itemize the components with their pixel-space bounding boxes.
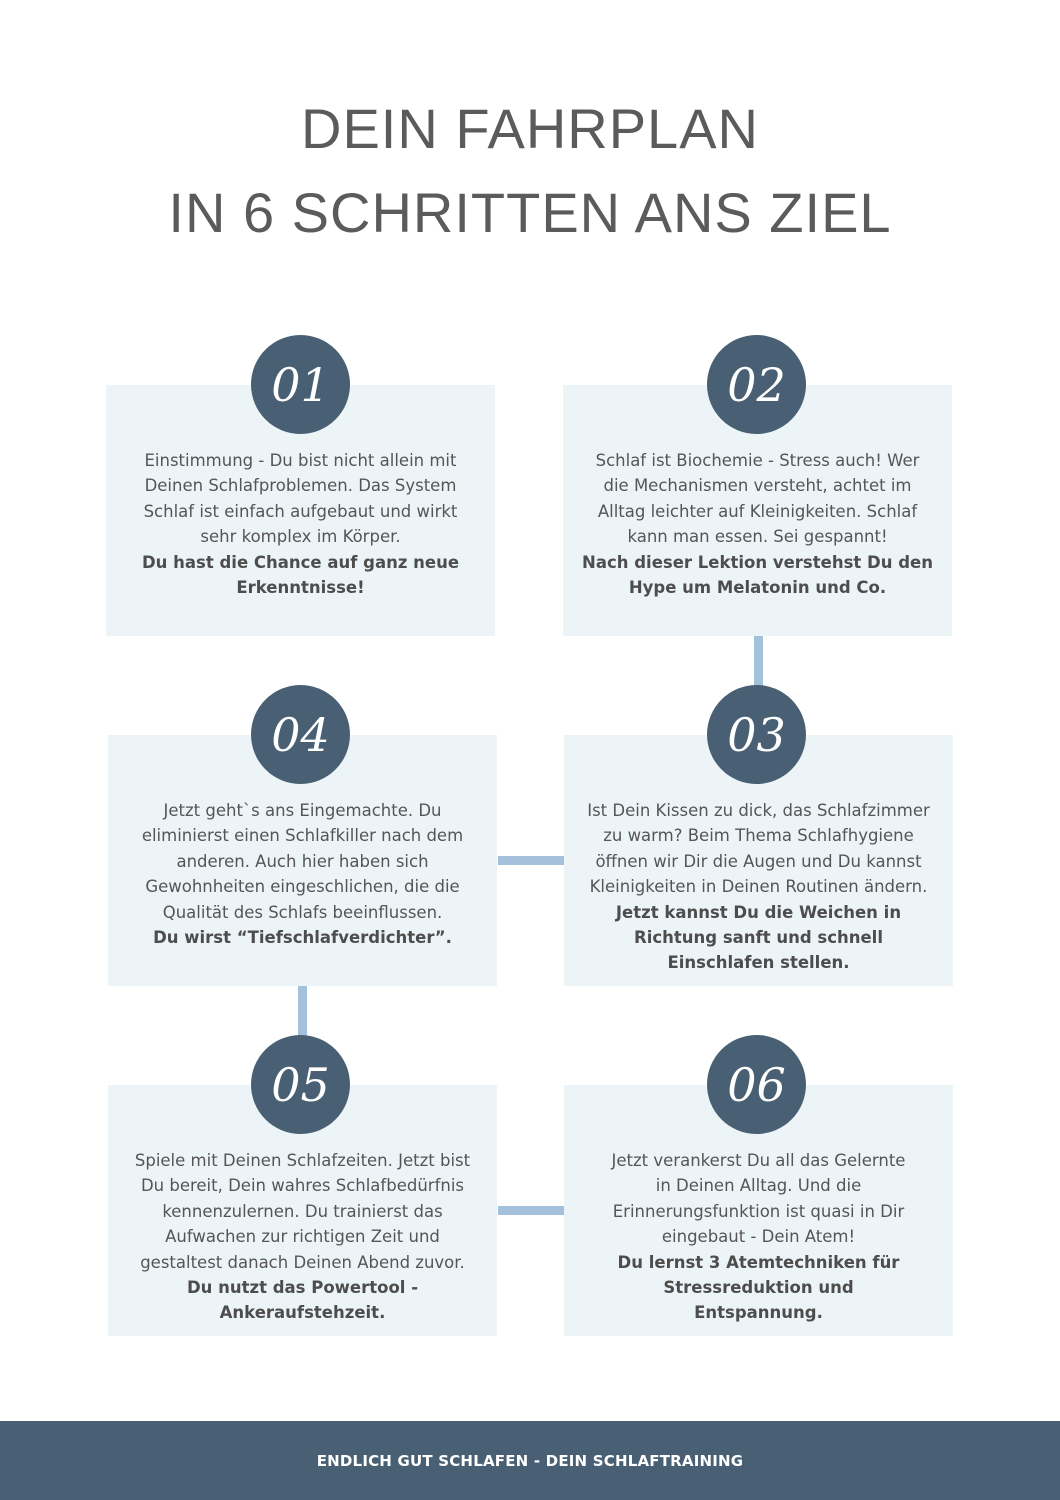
step-description: Schlaf ist Biochemie - Stress auch! Wer die Mechanismen versteht, achtet im Alltag leichter auf Kleinigkeiten. Schlaf kann man essen. Sei gespannt! — [595, 451, 920, 547]
page-title-line-2: IN 6 SCHRITTEN ANS ZIEL — [168, 181, 892, 244]
step-highlight: Nach dieser Lektion verstehst Du den Hype um Melatonin und Co. — [582, 552, 933, 598]
connector-02-03 — [754, 636, 763, 686]
step-text — [582, 798, 935, 976]
footer-bar — [0, 1421, 1060, 1500]
step-number-badge-06: 06 — [707, 1035, 806, 1134]
connector-03-04 — [498, 856, 564, 865]
step-text — [581, 448, 934, 600]
step-text — [124, 448, 477, 600]
step-description: Jetzt verankerst Du all das Gelernte in Deinen Alltag. Und die Erinnerungsfunktion ist quasi in Dir eingebaut - Dein Atem! — [611, 1151, 906, 1247]
step-description: Ist Dein Kissen zu dick, das Schlafzimmer zu warm? Beim Thema Schlafhygiene öffnen wir Dir die Augen und Du kannst Kleinigkeiten in Deinen Routinen ändern. — [587, 801, 930, 897]
step-text — [126, 1148, 479, 1326]
connector-05-06 — [498, 1206, 564, 1215]
step-description: Einstimmung - Du bist nicht allein mit Deinen Schlafproblemen. Das System Schlaf ist einfach aufgebaut und wirkt sehr komplex im Körper. — [143, 451, 458, 547]
step-description: Spiele mit Deinen Schlafzeiten. Jetzt bist Du bereit, Dein wahres Schlafbedürfnis kennenzulernen. Du trainierst das Aufwachen zur richtigen Zeit und gestaltest danach Deinen Abend zuvor. — [134, 1151, 471, 1272]
step-number-badge-02: 02 — [707, 335, 806, 434]
step-number-badge-04: 04 — [251, 685, 350, 784]
step-highlight: Du hast die Chance auf ganz neue Erkenntnisse! — [141, 552, 460, 598]
step-number-badge-03: 03 — [707, 685, 806, 784]
step-number-badge-01: 01 — [251, 335, 350, 434]
connector-04-05 — [298, 986, 307, 1036]
step-description: Jetzt geht`s ans Eingemachte. Du eliminierst einen Schlafkiller nach dem anderen. Auch hier haben sich Gewohnheiten eingeschlichen, die die Qualität des Schlafs beeinflussen. — [141, 801, 464, 922]
step-text — [604, 1148, 913, 1326]
step-highlight: Du nutzt das Powertool - Ankeraufstehzeit. — [186, 1278, 419, 1323]
step-highlight: Du wirst “Tiefschlafverdichter”. — [153, 928, 452, 948]
step-text — [126, 798, 479, 950]
footer-label: ENDLICH GUT SCHLAFEN - DEIN SCHLAFTRAINING — [316, 1451, 744, 1470]
step-highlight: Du lernst 3 Atemtechniken für Stressreduktion und Entspannung. — [617, 1252, 900, 1323]
step-number-badge-05: 05 — [251, 1035, 350, 1134]
page-title-line-1: DEIN FAHRPLAN — [301, 97, 759, 160]
step-highlight: Jetzt kannst Du die Weichen in Richtung sanft und schnell Einschlafen stellen. — [615, 902, 902, 973]
